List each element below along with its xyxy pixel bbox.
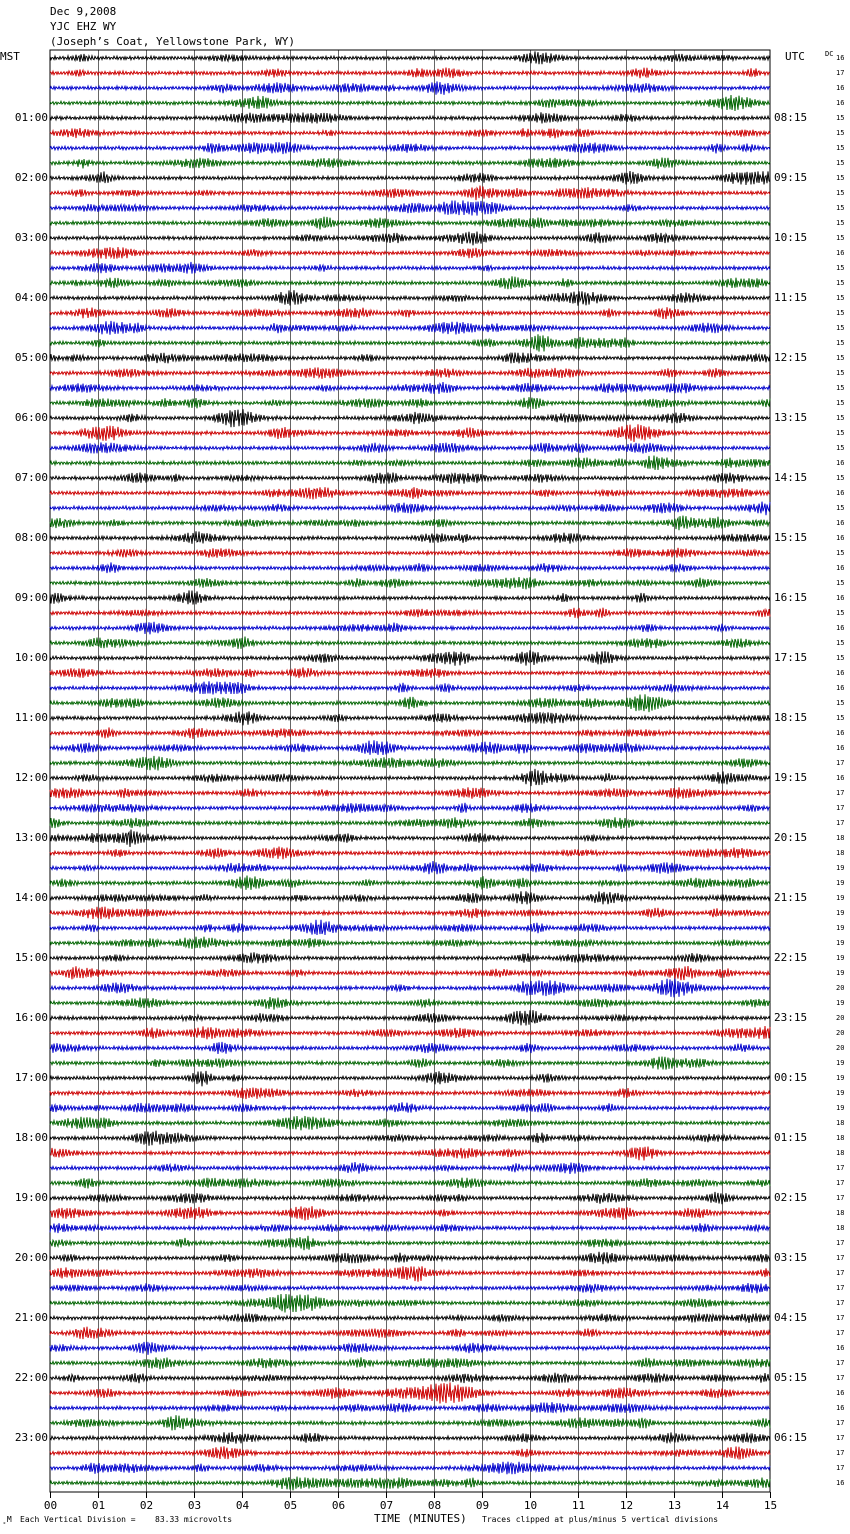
dc-offset-value: 16 <box>836 744 845 752</box>
dc-offset-value: 16 <box>836 489 845 497</box>
dc-offset-value: 17 <box>836 1314 845 1322</box>
seismic-trace <box>50 1342 770 1355</box>
left-hour-label: 13:00 <box>14 831 48 844</box>
dc-offset-value: 17 <box>836 1299 845 1307</box>
seismic-trace <box>50 531 770 543</box>
dc-offset-value: 17 <box>836 819 845 827</box>
seismic-trace <box>50 1415 770 1430</box>
dc-offset-value: 18 <box>836 849 845 857</box>
dc-offset-value: 17 <box>836 759 845 767</box>
seismic-trace <box>50 397 770 409</box>
dc-offset-value: 16 <box>836 459 845 467</box>
seismic-trace <box>50 142 770 154</box>
dc-offset-value: 15 <box>836 474 845 482</box>
seismic-trace <box>50 95 770 111</box>
right-hour-label: 23:15 <box>774 1011 808 1024</box>
seismic-trace <box>50 979 770 998</box>
seismic-trace <box>50 920 770 935</box>
seismic-trace <box>50 1178 770 1189</box>
x-axis-title: TIME (MINUTES) <box>374 1512 467 1525</box>
dc-offset-value: 16 <box>836 249 845 257</box>
dc-offset-value: 16 <box>836 774 845 782</box>
seismic-trace <box>50 334 770 351</box>
left-hour-label: 14:00 <box>14 891 48 904</box>
seismic-trace <box>50 424 770 442</box>
seismic-trace <box>50 290 770 306</box>
seismic-trace <box>50 262 770 274</box>
dc-offset-value: 15 <box>836 639 845 647</box>
seismic-trace <box>50 409 770 427</box>
dc-offset-value: 15 <box>836 549 845 557</box>
dc-offset-value: 15 <box>836 129 845 137</box>
seismic-trace <box>50 1266 770 1281</box>
dc-offset-value: 17 <box>836 1164 845 1172</box>
seismic-traces <box>50 51 770 1490</box>
seismic-trace <box>50 1252 770 1264</box>
seismic-trace <box>50 51 770 64</box>
seismic-trace <box>50 667 770 678</box>
left-hour-label: 10:00 <box>14 651 48 664</box>
seismic-trace <box>50 1432 770 1444</box>
seismic-trace <box>50 548 770 558</box>
left-hour-label: 03:00 <box>14 231 48 244</box>
seismic-trace <box>50 1294 770 1312</box>
right-hour-label: 21:15 <box>774 891 808 904</box>
right-hour-label: 16:15 <box>774 591 808 604</box>
left-hour-label: 15:00 <box>14 951 48 964</box>
right-hour-label: 09:15 <box>774 171 808 184</box>
right-hour-label: 14:15 <box>774 471 808 484</box>
dc-offset-value: 15 <box>836 204 845 212</box>
seismic-trace <box>50 502 770 516</box>
seismic-trace <box>50 1462 770 1475</box>
x-tick-label: 05 <box>283 1499 298 1512</box>
dc-offset-value: 15 <box>836 354 845 362</box>
x-tick-label: 06 <box>331 1499 346 1512</box>
seismic-trace <box>50 861 770 874</box>
x-tick-label: 15 <box>763 1499 778 1512</box>
dc-offset-value: 19 <box>836 954 845 962</box>
dc-offset-value: 16 <box>836 99 845 107</box>
dc-offset-value: 16 <box>836 624 845 632</box>
seismic-trace <box>50 1373 770 1384</box>
left-hour-label: 22:00 <box>14 1371 48 1384</box>
dc-offset-value: 15 <box>836 294 845 302</box>
dc-offset-value: 18 <box>836 834 845 842</box>
seismic-trace <box>50 727 770 739</box>
seismic-trace <box>50 1042 770 1054</box>
dc-offset-value: 19 <box>836 939 845 947</box>
left-hour-label: 18:00 <box>14 1131 48 1144</box>
dc-offset-value: 15 <box>836 654 845 662</box>
x-tick-label: 14 <box>715 1499 730 1512</box>
seismic-trace <box>50 1382 770 1403</box>
left-hour-label: 11:00 <box>14 711 48 724</box>
seismic-trace <box>50 711 770 725</box>
dc-offset-header: DC <box>825 50 834 58</box>
right-hour-label: 13:15 <box>774 411 808 424</box>
seismic-trace <box>50 1102 770 1112</box>
x-tick-label: 09 <box>475 1499 490 1512</box>
seismic-trace <box>50 637 770 649</box>
dc-offset-value: 16 <box>836 54 845 62</box>
corner-mark: ˳M <box>2 1515 12 1524</box>
dc-offset-value: 16 <box>836 519 845 527</box>
seismic-trace <box>50 321 770 335</box>
seismic-trace <box>50 907 770 920</box>
seismic-trace <box>50 608 770 619</box>
seismic-trace <box>50 516 770 531</box>
left-hour-label: 19:00 <box>14 1191 48 1204</box>
vertical-scale-label: Each Vertical Division = <box>20 1515 136 1524</box>
dc-offset-value: 19 <box>836 879 845 887</box>
dc-offset-value: 17 <box>836 1194 845 1202</box>
dc-offset-value: 19 <box>836 1059 845 1067</box>
left-hour-label: 16:00 <box>14 1011 48 1024</box>
right-hour-label: 03:15 <box>774 1251 808 1264</box>
plot-date: Dec 9,2008 <box>50 5 117 18</box>
seismic-trace <box>50 1116 770 1130</box>
left-hour-label: 21:00 <box>14 1311 48 1324</box>
dc-offset-value: 16 <box>836 669 845 677</box>
dc-offset-value: 18 <box>836 1119 845 1127</box>
seismic-trace <box>50 622 770 635</box>
left-timezone-label: MST <box>0 50 20 63</box>
seismic-trace <box>50 1057 770 1070</box>
dc-offset-value: 17 <box>836 1284 845 1292</box>
seismic-trace <box>50 1071 770 1086</box>
dc-offset-value: 15 <box>836 714 845 722</box>
x-tick-label: 11 <box>571 1499 586 1512</box>
dc-offset-value: 16 <box>836 1404 845 1412</box>
x-tick-label: 12 <box>619 1499 634 1512</box>
seismic-trace <box>50 442 770 453</box>
dc-offset-value: 16 <box>836 84 845 92</box>
seismic-trace <box>50 847 770 860</box>
seismic-trace <box>50 171 770 185</box>
seismic-trace <box>50 577 770 589</box>
seismic-trace <box>50 966 770 980</box>
dc-offset-value: 16 <box>836 1389 845 1397</box>
dc-offset-value: 19 <box>836 909 845 917</box>
dc-offset-value: 16 <box>836 1344 845 1352</box>
x-tick-label: 03 <box>187 1499 202 1512</box>
right-hour-label: 22:15 <box>774 951 808 964</box>
left-hour-label: 07:00 <box>14 471 48 484</box>
seismic-trace <box>50 353 770 364</box>
clipping-note: Traces clipped at plus/minus 5 vertical divisions <box>482 1515 719 1524</box>
dc-offset-value: 17 <box>836 1239 845 1247</box>
dc-offset-value: 15 <box>836 174 845 182</box>
seismic-trace <box>50 1446 770 1459</box>
dc-offset-value: 19 <box>836 1089 845 1097</box>
left-hour-label: 02:00 <box>14 171 48 184</box>
dc-offset-value: 15 <box>836 219 845 227</box>
seismic-trace <box>50 694 770 712</box>
left-hour-label: 05:00 <box>14 351 48 364</box>
left-hour-label: 01:00 <box>14 111 48 124</box>
right-hour-label: 04:15 <box>774 1311 808 1324</box>
right-hour-label: 08:15 <box>774 111 808 124</box>
seismic-trace <box>50 307 770 319</box>
dc-offset-value: 16 <box>836 534 845 542</box>
dc-offset-value: 17 <box>836 1374 845 1382</box>
seismic-trace <box>50 769 770 786</box>
dc-offset-value: 17 <box>836 1179 845 1187</box>
right-hour-label: 02:15 <box>774 1191 808 1204</box>
dc-offset-value: 15 <box>836 579 845 587</box>
dc-offset-value: 15 <box>836 339 845 347</box>
seismic-trace <box>50 681 770 694</box>
dc-offset-value: 15 <box>836 609 845 617</box>
dc-offset-value: 19 <box>836 1104 845 1112</box>
dc-offset-value: 16 <box>836 1479 845 1487</box>
dc-offset-value: 19 <box>836 999 845 1007</box>
right-hour-label: 15:15 <box>774 531 808 544</box>
seismic-trace <box>50 1327 770 1339</box>
seismic-trace <box>50 937 770 949</box>
seismic-trace <box>50 68 770 79</box>
seismic-trace <box>50 740 770 755</box>
dc-offset-value: 16 <box>836 684 845 692</box>
seismic-trace <box>50 81 770 94</box>
dc-offset-value: 17 <box>836 1254 845 1262</box>
seismic-trace <box>50 817 770 829</box>
dc-offset-value: 18 <box>836 1224 845 1232</box>
left-hour-label: 23:00 <box>14 1431 48 1444</box>
seismic-trace <box>50 756 770 771</box>
seismic-trace <box>50 1206 770 1220</box>
seismic-trace <box>50 200 770 215</box>
left-hour-label: 06:00 <box>14 411 48 424</box>
dc-offset-value: 19 <box>836 1074 845 1082</box>
dc-offset-value: 20 <box>836 1029 845 1037</box>
seismic-trace <box>50 1010 770 1025</box>
seismic-trace <box>50 803 770 813</box>
seismic-trace <box>50 891 770 904</box>
dc-offset-value: 17 <box>836 1449 845 1457</box>
seismic-trace <box>50 590 770 604</box>
seismic-trace <box>50 787 770 798</box>
right-hour-label: 20:15 <box>774 831 808 844</box>
x-tick-label: 01 <box>91 1499 106 1512</box>
dc-offset-value: 17 <box>836 1434 845 1442</box>
right-hour-label: 19:15 <box>774 771 808 784</box>
right-hour-label: 17:15 <box>774 651 808 664</box>
seismic-trace <box>50 562 770 573</box>
seismic-trace <box>50 1223 770 1233</box>
seismic-trace <box>50 276 770 289</box>
dc-offset-value: 18 <box>836 1134 845 1142</box>
dc-offset-value: 18 <box>836 1149 845 1157</box>
dc-offset-value: 19 <box>836 894 845 902</box>
dc-offset-value: 17 <box>836 1269 845 1277</box>
dc-offset-value: 15 <box>836 429 845 437</box>
seismic-trace <box>50 997 770 1010</box>
right-hour-label: 00:15 <box>774 1071 808 1084</box>
dc-offset-value: 17 <box>836 1329 845 1337</box>
dc-offset-value: 15 <box>836 444 845 452</box>
right-hour-label: 10:15 <box>774 231 808 244</box>
dc-offset-value: 15 <box>836 279 845 287</box>
dc-offset-value: 15 <box>836 189 845 197</box>
dc-offset-value: 17 <box>836 1359 845 1367</box>
seismic-trace <box>50 1283 770 1293</box>
x-tick-label: 08 <box>427 1499 442 1512</box>
dc-offset-value: 17 <box>836 69 845 77</box>
seismic-trace <box>50 232 770 246</box>
x-tick-label: 10 <box>523 1499 538 1512</box>
dc-offset-value: 15 <box>836 144 845 152</box>
left-hour-label: 08:00 <box>14 531 48 544</box>
dc-offset-value: 19 <box>836 969 845 977</box>
dc-offset-value: 20 <box>836 1044 845 1052</box>
dc-offset-value: 15 <box>836 414 845 422</box>
x-tick-label: 00 <box>43 1499 58 1512</box>
seismic-trace <box>50 1147 770 1161</box>
x-tick-label: 02 <box>139 1499 154 1512</box>
time-axis <box>44 1492 777 1512</box>
dc-offset-value: 15 <box>836 159 845 167</box>
dc-offset-value: 15 <box>836 309 845 317</box>
right-hour-label: 06:15 <box>774 1431 808 1444</box>
x-tick-label: 13 <box>667 1499 682 1512</box>
station-code: YJC EHZ WY <box>50 20 117 33</box>
right-hour-label: 01:15 <box>774 1131 808 1144</box>
right-timezone-label: UTC <box>785 50 805 63</box>
left-hour-label: 12:00 <box>14 771 48 784</box>
seismic-trace <box>50 1026 770 1039</box>
seismic-trace <box>50 1357 770 1369</box>
dc-offset-value: 15 <box>836 384 845 392</box>
seismic-trace <box>50 247 770 259</box>
seismic-trace <box>50 217 770 230</box>
seismic-trace <box>50 876 770 890</box>
dc-offset-value: 20 <box>836 1014 845 1022</box>
seismic-trace <box>50 1131 770 1146</box>
seismic-trace <box>50 186 770 201</box>
dc-offset-value: 15 <box>836 399 845 407</box>
dc-offset-value: 17 <box>836 1464 845 1472</box>
seismic-trace <box>50 112 770 123</box>
dc-offset-value: 15 <box>836 324 845 332</box>
x-tick-label: 07 <box>379 1499 394 1512</box>
dc-offset-value: 18 <box>836 1209 845 1217</box>
seismic-trace <box>50 1162 770 1174</box>
seismic-trace <box>50 952 770 963</box>
left-hour-label: 20:00 <box>14 1251 48 1264</box>
seismic-trace <box>50 367 770 378</box>
seismic-trace <box>50 128 770 138</box>
right-hour-label: 11:15 <box>774 291 808 304</box>
seismic-trace <box>50 1313 770 1323</box>
dc-offset-value: 15 <box>836 699 845 707</box>
dc-offset-value: 17 <box>836 789 845 797</box>
dc-offset-value: 17 <box>836 1419 845 1427</box>
dc-offset-value: 15 <box>836 369 845 377</box>
dc-offset-value: 20 <box>836 984 845 992</box>
seismic-trace <box>50 1236 770 1250</box>
dc-offset-value: 15 <box>836 114 845 122</box>
dc-offset-value: 15 <box>836 234 845 242</box>
dc-offset-value: 19 <box>836 864 845 872</box>
dc-offset-value: 16 <box>836 564 845 572</box>
seismic-trace <box>50 650 770 665</box>
station-location: (Joseph’s Coat, Yellowstone Park, WY) <box>50 35 296 48</box>
dc-offset-value: 19 <box>836 924 845 932</box>
x-tick-label: 04 <box>235 1499 250 1512</box>
dc-offset-value: 16 <box>836 594 845 602</box>
seismic-trace <box>50 1192 770 1204</box>
left-hour-label: 04:00 <box>14 291 48 304</box>
dc-offset-value: 15 <box>836 504 845 512</box>
seismic-trace <box>50 382 770 394</box>
left-hour-label: 09:00 <box>14 591 48 604</box>
vertical-scale-value: 83.33 microvolts <box>155 1515 233 1524</box>
dc-offset-value: 15 <box>836 264 845 272</box>
seismic-trace <box>50 158 770 169</box>
seismic-trace <box>50 1402 770 1413</box>
seismic-trace <box>50 473 770 484</box>
left-hour-label: 17:00 <box>14 1071 48 1084</box>
seismic-trace <box>50 1088 770 1100</box>
seismic-trace <box>50 1477 770 1491</box>
seismic-trace <box>50 829 770 846</box>
right-hour-label: 12:15 <box>774 351 808 364</box>
seismic-trace <box>50 487 770 499</box>
seismic-trace <box>50 456 770 470</box>
dc-offset-value: 16 <box>836 729 845 737</box>
dc-offset-value: 17 <box>836 804 845 812</box>
right-hour-label: 05:15 <box>774 1371 808 1384</box>
right-hour-label: 18:15 <box>774 711 808 724</box>
